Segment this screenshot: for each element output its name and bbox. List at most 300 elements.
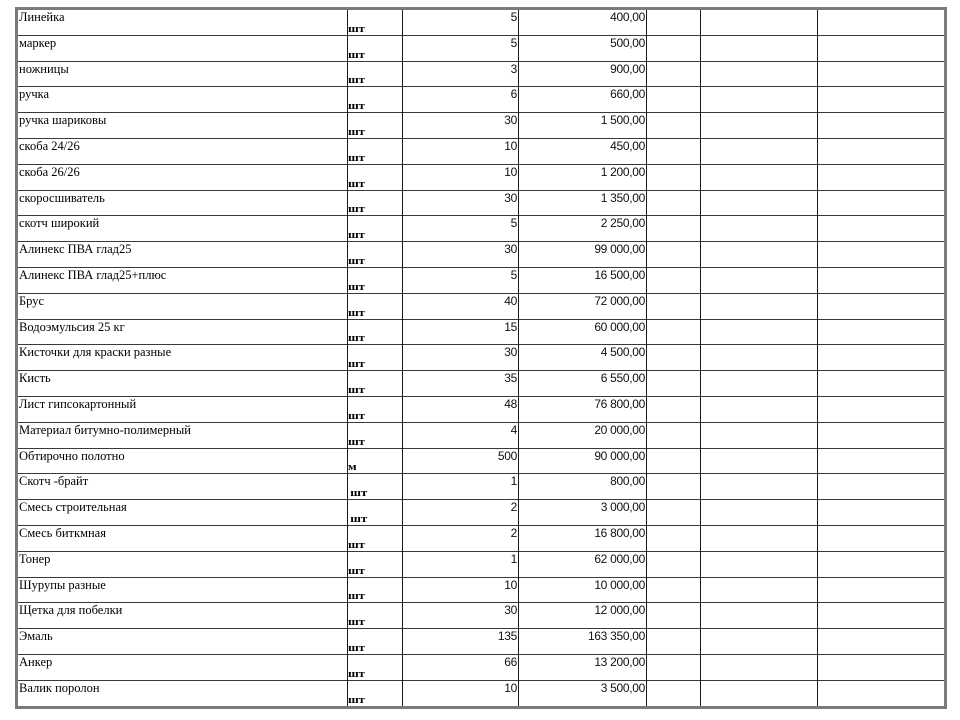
- quantity-cell[interactable]: [403, 448, 519, 474]
- quantity-text: 5: [510, 10, 517, 24]
- empty-cell[interactable]: [701, 319, 818, 345]
- unit-text: шт: [348, 74, 365, 87]
- item-name-cell[interactable]: [17, 345, 348, 371]
- item-name-cell[interactable]: [17, 267, 348, 293]
- quantity-cell[interactable]: [403, 396, 519, 422]
- amount-text: 3 500,00: [600, 680, 645, 695]
- unit-text: шт: [350, 512, 368, 525]
- amount-text: 99 000,00: [594, 242, 645, 257]
- item-name-cell[interactable]: [17, 551, 348, 577]
- item-name-text: Скотч -брайт: [19, 474, 89, 489]
- empty-cell[interactable]: [818, 113, 946, 139]
- item-name-cell[interactable]: [17, 525, 348, 551]
- item-name-cell[interactable]: [17, 474, 348, 500]
- empty-cell[interactable]: [701, 654, 818, 680]
- amount-text: 13 200,00: [594, 654, 645, 669]
- empty-cell[interactable]: [647, 164, 701, 190]
- amount-cell[interactable]: [519, 603, 647, 629]
- table-row: [17, 138, 946, 164]
- unit-cell[interactable]: [348, 9, 403, 36]
- empty-cell[interactable]: [647, 551, 701, 577]
- quantity-text: 48: [504, 396, 517, 411]
- unit-cell[interactable]: [348, 190, 403, 216]
- unit-text: шт: [348, 280, 365, 293]
- quantity-text: 2: [510, 500, 517, 515]
- empty-cell[interactable]: [647, 422, 701, 448]
- amount-text: 16 800,00: [594, 525, 645, 540]
- quantity-cell[interactable]: [403, 190, 519, 216]
- item-name-cell[interactable]: [17, 113, 348, 139]
- empty-cell[interactable]: [818, 551, 946, 577]
- inventory-table-body: [17, 9, 946, 708]
- item-name-cell[interactable]: [17, 9, 348, 36]
- empty-cell[interactable]: [647, 242, 701, 268]
- item-name-cell[interactable]: [17, 371, 348, 397]
- empty-cell[interactable]: [701, 242, 818, 268]
- quantity-text: 30: [504, 190, 517, 205]
- unit-cell[interactable]: [348, 396, 403, 422]
- unit-text: шт: [348, 306, 365, 319]
- amount-text: 90 000,00: [594, 448, 645, 463]
- quantity-text: 40: [504, 293, 517, 308]
- quantity-text: 3: [510, 61, 517, 76]
- empty-cell[interactable]: [701, 577, 818, 603]
- item-name-text: Водоэмульсия 25 кг: [19, 319, 125, 334]
- quantity-text: 4: [510, 422, 517, 437]
- quantity-text: 30: [504, 242, 517, 257]
- amount-text: 500,00: [610, 35, 645, 50]
- quantity-cell[interactable]: [403, 371, 519, 397]
- table-row: [17, 9, 946, 36]
- empty-cell[interactable]: [818, 164, 946, 190]
- empty-cell[interactable]: [701, 551, 818, 577]
- item-name-text: ручка шариковы: [19, 113, 107, 128]
- empty-cell[interactable]: [701, 525, 818, 551]
- item-name-cell[interactable]: [17, 654, 348, 680]
- empty-cell[interactable]: [647, 190, 701, 216]
- quantity-cell[interactable]: [403, 500, 519, 526]
- amount-cell[interactable]: [519, 422, 647, 448]
- empty-cell[interactable]: [818, 371, 946, 397]
- empty-cell[interactable]: [701, 35, 818, 61]
- empty-cell[interactable]: [701, 371, 818, 397]
- unit-text: шт: [348, 564, 365, 577]
- unit-text: шт: [348, 203, 365, 216]
- table-row: [17, 87, 946, 113]
- quantity-text: 5: [510, 35, 517, 50]
- table-row: [17, 680, 946, 707]
- table-row: [17, 577, 946, 603]
- empty-cell[interactable]: [818, 9, 946, 36]
- amount-cell[interactable]: [519, 371, 647, 397]
- empty-cell[interactable]: [701, 474, 818, 500]
- empty-cell[interactable]: [818, 61, 946, 87]
- quantity-cell[interactable]: [403, 551, 519, 577]
- empty-cell[interactable]: [647, 216, 701, 242]
- item-name-cell[interactable]: [17, 319, 348, 345]
- unit-cell[interactable]: [348, 138, 403, 164]
- quantity-cell[interactable]: [403, 242, 519, 268]
- empty-cell[interactable]: [701, 138, 818, 164]
- amount-cell[interactable]: [519, 474, 647, 500]
- amount-cell[interactable]: [519, 525, 647, 551]
- empty-cell[interactable]: [701, 603, 818, 629]
- quantity-text: 66: [504, 654, 517, 669]
- item-name-text: Щетка для побелки: [19, 603, 123, 618]
- empty-cell[interactable]: [647, 138, 701, 164]
- amount-text: 900,00: [610, 61, 645, 76]
- amount-text: 163 350,00: [587, 629, 645, 644]
- item-name-cell[interactable]: [17, 293, 348, 319]
- unit-text: шт: [348, 229, 365, 242]
- amount-cell[interactable]: [519, 577, 647, 603]
- table-row: [17, 293, 946, 319]
- item-name-text: Лист гипсокартонный: [19, 396, 137, 411]
- item-name-text: скоба 24/26: [19, 138, 80, 153]
- unit-cell[interactable]: [348, 371, 403, 397]
- empty-cell[interactable]: [818, 577, 946, 603]
- amount-cell[interactable]: [519, 448, 647, 474]
- unit-cell[interactable]: [348, 113, 403, 139]
- item-name-cell[interactable]: [17, 448, 348, 474]
- amount-cell[interactable]: [519, 680, 647, 707]
- unit-cell[interactable]: [348, 87, 403, 113]
- empty-cell[interactable]: [818, 396, 946, 422]
- item-name-cell[interactable]: [17, 422, 348, 448]
- empty-cell[interactable]: [701, 629, 818, 655]
- empty-cell[interactable]: [647, 577, 701, 603]
- amount-cell[interactable]: [519, 35, 647, 61]
- amount-text: 76 800,00: [594, 396, 645, 411]
- amount-text: 1 200,00: [600, 164, 645, 179]
- unit-cell[interactable]: [348, 35, 403, 61]
- empty-cell[interactable]: [818, 242, 946, 268]
- empty-cell[interactable]: [818, 654, 946, 680]
- empty-cell[interactable]: [647, 35, 701, 61]
- empty-cell[interactable]: [818, 216, 946, 242]
- unit-text: шт: [348, 616, 365, 629]
- quantity-cell[interactable]: [403, 164, 519, 190]
- empty-cell[interactable]: [701, 267, 818, 293]
- empty-cell[interactable]: [818, 603, 946, 629]
- amount-text: 1 350,00: [600, 190, 645, 205]
- unit-text: м: [348, 461, 357, 474]
- empty-cell[interactable]: [647, 500, 701, 526]
- empty-cell[interactable]: [818, 345, 946, 371]
- unit-text: шт: [348, 667, 365, 680]
- quantity-cell[interactable]: [403, 577, 519, 603]
- empty-cell[interactable]: [647, 603, 701, 629]
- unit-cell[interactable]: [348, 345, 403, 371]
- item-name-text: Материал битумно-полимерный: [19, 422, 191, 437]
- item-name-cell[interactable]: [17, 680, 348, 707]
- empty-cell[interactable]: [701, 61, 818, 87]
- amount-text: 10 000,00: [594, 577, 645, 592]
- quantity-cell[interactable]: [403, 603, 519, 629]
- quantity-cell[interactable]: [403, 629, 519, 655]
- amount-cell[interactable]: [519, 654, 647, 680]
- unit-text: шт: [348, 151, 365, 164]
- quantity-cell[interactable]: [403, 293, 519, 319]
- unit-text: шт: [348, 48, 365, 61]
- item-name-cell[interactable]: [17, 629, 348, 655]
- amount-text: 660,00: [610, 87, 645, 102]
- table-row: [17, 164, 946, 190]
- unit-text: шт: [348, 641, 365, 654]
- empty-cell[interactable]: [647, 474, 701, 500]
- quantity-cell[interactable]: [403, 9, 519, 36]
- empty-cell[interactable]: [818, 190, 946, 216]
- table-row: [17, 35, 946, 61]
- table-row: [17, 654, 946, 680]
- table-row: [17, 190, 946, 216]
- unit-cell[interactable]: [348, 525, 403, 551]
- quantity-text: 35: [504, 371, 517, 386]
- item-name-text: Валик поролон: [19, 680, 100, 695]
- item-name-text: Брус: [19, 293, 45, 308]
- empty-cell[interactable]: [647, 654, 701, 680]
- empty-cell[interactable]: [701, 9, 818, 36]
- item-name-cell[interactable]: [17, 164, 348, 190]
- item-name-text: ручка: [19, 87, 50, 102]
- item-name-cell[interactable]: [17, 61, 348, 87]
- empty-cell[interactable]: [818, 448, 946, 474]
- quantity-cell[interactable]: [403, 654, 519, 680]
- table-row: [17, 474, 946, 500]
- empty-cell[interactable]: [701, 293, 818, 319]
- amount-text: 1 500,00: [600, 113, 645, 128]
- item-name-text: ножницы: [19, 61, 69, 76]
- item-name-text: скоросшиватель: [19, 190, 105, 205]
- unit-cell[interactable]: [348, 216, 403, 242]
- inventory-sheet: [15, 7, 944, 709]
- table-row: [17, 551, 946, 577]
- quantity-text: 135: [497, 629, 517, 644]
- item-name-cell[interactable]: [17, 242, 348, 268]
- unit-cell[interactable]: [348, 242, 403, 268]
- empty-cell[interactable]: [701, 500, 818, 526]
- amount-text: 16 500,00: [594, 267, 645, 282]
- empty-cell[interactable]: [647, 396, 701, 422]
- amount-cell[interactable]: [519, 345, 647, 371]
- item-name-cell[interactable]: [17, 190, 348, 216]
- empty-cell[interactable]: [647, 61, 701, 87]
- item-name-text: Линейка: [19, 10, 65, 24]
- table-row: [17, 396, 946, 422]
- item-name-cell[interactable]: [17, 35, 348, 61]
- unit-text: шт: [348, 590, 365, 603]
- amount-text: 6 550,00: [600, 371, 645, 386]
- quantity-cell[interactable]: [403, 319, 519, 345]
- empty-cell[interactable]: [647, 525, 701, 551]
- unit-cell[interactable]: [348, 603, 403, 629]
- empty-cell[interactable]: [818, 500, 946, 526]
- amount-cell[interactable]: [519, 500, 647, 526]
- table-row: [17, 629, 946, 655]
- empty-cell[interactable]: [647, 87, 701, 113]
- unit-text: шт: [348, 538, 365, 551]
- amount-text: 4 500,00: [600, 345, 645, 360]
- inventory-table: [15, 7, 947, 709]
- empty-cell[interactable]: [818, 293, 946, 319]
- quantity-cell[interactable]: [403, 474, 519, 500]
- amount-cell[interactable]: [519, 216, 647, 242]
- quantity-cell[interactable]: [403, 422, 519, 448]
- quantity-text: 2: [510, 525, 517, 540]
- empty-cell[interactable]: [701, 190, 818, 216]
- empty-cell[interactable]: [647, 448, 701, 474]
- amount-cell[interactable]: [519, 9, 647, 36]
- amount-text: 62 000,00: [594, 551, 645, 566]
- table-row: [17, 500, 946, 526]
- quantity-cell[interactable]: [403, 87, 519, 113]
- unit-text: шт: [348, 100, 365, 113]
- unit-text: шт: [348, 125, 365, 138]
- item-name-cell[interactable]: [17, 577, 348, 603]
- empty-cell[interactable]: [647, 267, 701, 293]
- item-name-text: Анкер: [19, 654, 53, 669]
- quantity-cell[interactable]: [403, 35, 519, 61]
- unit-cell[interactable]: [348, 629, 403, 655]
- unit-text: шт: [348, 22, 365, 35]
- item-name-text: Кисточки для краски разные: [19, 345, 172, 360]
- amount-cell[interactable]: [519, 190, 647, 216]
- amount-cell[interactable]: [519, 267, 647, 293]
- table-row: [17, 345, 946, 371]
- amount-cell[interactable]: [519, 629, 647, 655]
- empty-cell[interactable]: [647, 319, 701, 345]
- table-row: [17, 216, 946, 242]
- unit-cell[interactable]: [348, 293, 403, 319]
- table-row: [17, 113, 946, 139]
- unit-text: шт: [348, 177, 365, 190]
- amount-cell[interactable]: [519, 319, 647, 345]
- item-name-text: Кисть: [19, 371, 51, 386]
- item-name-cell[interactable]: [17, 87, 348, 113]
- amount-cell[interactable]: [519, 164, 647, 190]
- quantity-cell[interactable]: [403, 267, 519, 293]
- empty-cell[interactable]: [647, 629, 701, 655]
- item-name-cell[interactable]: [17, 500, 348, 526]
- empty-cell[interactable]: [647, 345, 701, 371]
- unit-cell[interactable]: [348, 680, 403, 707]
- amount-cell[interactable]: [519, 87, 647, 113]
- amount-cell[interactable]: [519, 113, 647, 139]
- empty-cell[interactable]: [701, 396, 818, 422]
- empty-cell[interactable]: [701, 113, 818, 139]
- empty-cell[interactable]: [818, 319, 946, 345]
- amount-cell[interactable]: [519, 138, 647, 164]
- empty-cell[interactable]: [818, 525, 946, 551]
- empty-cell[interactable]: [647, 113, 701, 139]
- unit-text: шт: [348, 435, 365, 448]
- item-name-text: скотч широкий: [19, 216, 100, 231]
- empty-cell[interactable]: [818, 474, 946, 500]
- item-name-text: Смесь строительная: [19, 500, 127, 515]
- quantity-cell[interactable]: [403, 113, 519, 139]
- amount-cell[interactable]: [519, 396, 647, 422]
- amount-cell[interactable]: [519, 242, 647, 268]
- empty-cell[interactable]: [701, 448, 818, 474]
- unit-cell[interactable]: [348, 654, 403, 680]
- unit-cell[interactable]: [348, 577, 403, 603]
- quantity-text: 10: [504, 577, 517, 592]
- item-name-text: маркер: [19, 35, 57, 50]
- empty-cell[interactable]: [818, 138, 946, 164]
- empty-cell[interactable]: [647, 680, 701, 707]
- amount-cell[interactable]: [519, 293, 647, 319]
- table-row: [17, 525, 946, 551]
- quantity-cell[interactable]: [403, 345, 519, 371]
- unit-cell[interactable]: [348, 61, 403, 87]
- item-name-text: Алинекс ПВА глад25: [19, 242, 132, 257]
- quantity-cell[interactable]: [403, 216, 519, 242]
- unit-cell[interactable]: [348, 319, 403, 345]
- quantity-text: 30: [504, 345, 517, 360]
- item-name-cell[interactable]: [17, 138, 348, 164]
- quantity-cell[interactable]: [403, 61, 519, 87]
- amount-text: 60 000,00: [594, 319, 645, 334]
- quantity-cell[interactable]: [403, 138, 519, 164]
- unit-cell[interactable]: [348, 551, 403, 577]
- empty-cell[interactable]: [701, 87, 818, 113]
- empty-cell[interactable]: [701, 680, 818, 707]
- empty-cell[interactable]: [818, 267, 946, 293]
- item-name-cell[interactable]: [17, 216, 348, 242]
- unit-cell[interactable]: [348, 164, 403, 190]
- empty-cell[interactable]: [818, 87, 946, 113]
- quantity-text: 30: [504, 113, 517, 128]
- quantity-text: 6: [510, 87, 517, 102]
- empty-cell[interactable]: [647, 9, 701, 36]
- quantity-text: 15: [504, 319, 517, 334]
- item-name-text: Эмаль: [19, 629, 53, 644]
- unit-cell[interactable]: [348, 500, 403, 526]
- unit-cell[interactable]: [348, 422, 403, 448]
- unit-text: шт: [348, 254, 365, 267]
- empty-cell[interactable]: [647, 293, 701, 319]
- unit-cell[interactable]: [348, 474, 403, 500]
- empty-cell[interactable]: [701, 164, 818, 190]
- unit-text: шт: [348, 693, 365, 706]
- empty-cell[interactable]: [818, 35, 946, 61]
- amount-cell[interactable]: [519, 551, 647, 577]
- quantity-cell[interactable]: [403, 680, 519, 707]
- table-row: [17, 267, 946, 293]
- unit-cell[interactable]: [348, 267, 403, 293]
- empty-cell[interactable]: [701, 345, 818, 371]
- empty-cell[interactable]: [701, 216, 818, 242]
- item-name-cell[interactable]: [17, 603, 348, 629]
- unit-cell[interactable]: [348, 448, 403, 474]
- empty-cell[interactable]: [647, 371, 701, 397]
- item-name-text: Шурупы разные: [19, 577, 106, 592]
- unit-text: шт: [348, 332, 365, 345]
- table-row: [17, 603, 946, 629]
- empty-cell[interactable]: [818, 680, 946, 707]
- empty-cell[interactable]: [818, 629, 946, 655]
- quantity-text: 10: [504, 164, 517, 179]
- empty-cell[interactable]: [818, 422, 946, 448]
- unit-text: шт: [350, 487, 368, 500]
- table-row: [17, 371, 946, 397]
- amount-text: 2 250,00: [600, 216, 645, 231]
- amount-cell[interactable]: [519, 61, 647, 87]
- item-name-cell[interactable]: [17, 396, 348, 422]
- quantity-cell[interactable]: [403, 525, 519, 551]
- empty-cell[interactable]: [701, 422, 818, 448]
- quantity-text: 1: [510, 551, 517, 566]
